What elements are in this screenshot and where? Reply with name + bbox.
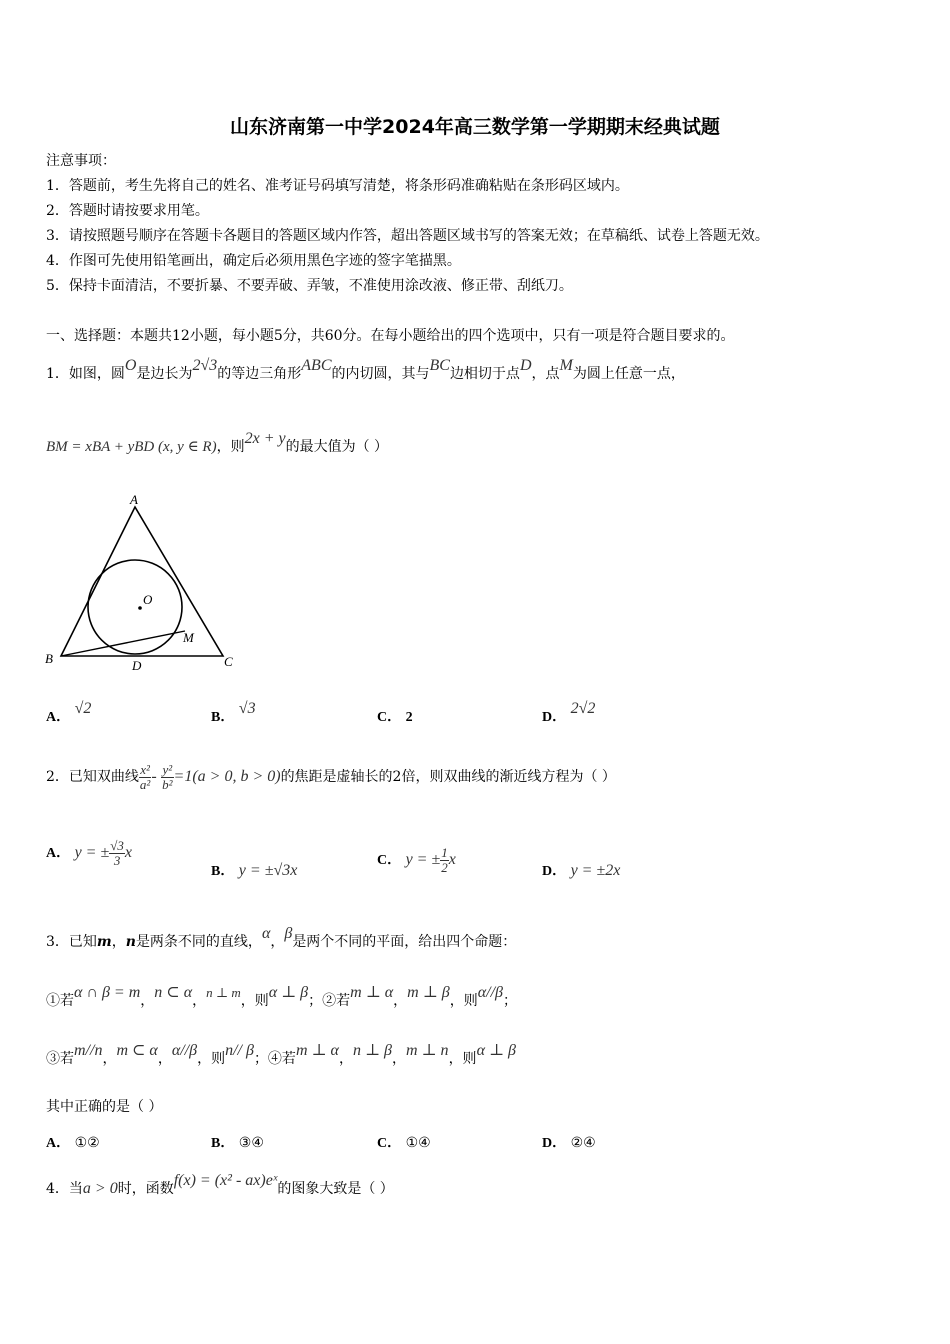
figure-label-c: C (224, 654, 233, 669)
q2-option-a[interactable]: A． y = ± $\frac{√3}{3}$ x (46, 837, 133, 868)
q3-option-d[interactable]: D． ②④ (542, 1135, 596, 1151)
notice-heading: 注意事项： (46, 153, 116, 169)
notice-item: 1．答题前，考生先将自己的姓名、准考证号码填写清楚，将条形码准确粘贴在条形码区域内。 (46, 178, 629, 194)
question-3-propositions-3-4: ③若m//n，m ⊂ α，α//β，则n// β；④若m ⊥ α，n ⊥ β，m ⊥ n，则α ⊥ β (46, 1042, 516, 1067)
notice-item: 3．请按照题号顺序在答题卡各题目的答题区域内作答，超出答题区域书写的答案无效；在草稿纸、试卷上答题无效。 (46, 228, 769, 244)
page-title: 山东济南第一中学2024年高三数学第一学期期末经典试题 (230, 116, 720, 138)
question-1-stem: 1．如图，圆O是边长为2√3的等边三角形ABC的内切圆，其与BC边相切于点D，点M为圆上任意一点， (46, 357, 685, 382)
q1-option-a[interactable]: A． √2 (46, 700, 92, 725)
q2-option-c[interactable]: C． y = ± $\frac{1}{2}$ x (377, 844, 456, 875)
q3-option-a[interactable]: A． ①② (46, 1135, 100, 1151)
question-3-stem: 3．已知m，n是两条不同的直线，α，β是两个不同的平面，给出四个命题： (46, 925, 517, 950)
question-3-ask: 其中正确的是（ ） (46, 1099, 163, 1115)
notice-item: 2．答题时请按要求用笔。 (46, 203, 209, 219)
question-3-propositions-1-2: ①若α ∩ β = m，n ⊂ α，n ⊥ m，则α ⊥ β；②若m ⊥ α，m ⊥ β，则α//β； (46, 984, 517, 1009)
fraction-x2-a2: $\frac{\text{x²}}{\text{a²}}$ (139, 761, 151, 792)
triangle-incircle-figure (40, 490, 240, 675)
question-2-stem: 2．已知双曲线 $\frac{\text{x²}}{\text{a²}}$ - $\frac{\text{y²}}{\text{b²}}$ =1(a > 0, b > 0)的焦距是虚轴长的2倍，则双曲线的渐近线方程为（ ） (46, 761, 616, 792)
section-heading: 一、选择题：本题共12小题，每小题5分，共60分。在每小题给出的四个选项中，只有一项是符合题目要求的。 (46, 328, 735, 344)
figure-label-b: B (45, 651, 53, 666)
fraction-y2-b2: $\frac{\text{y²}}{\text{b²}}$ (162, 761, 173, 792)
figure-label-d: D (132, 658, 142, 673)
q2-option-b[interactable]: B． y = ±√3x (211, 862, 298, 879)
figure-label-m: M (183, 630, 194, 645)
q2-option-d[interactable]: D． y = ±2x (542, 862, 621, 879)
q1-option-b[interactable]: B． √3 (211, 700, 256, 725)
figure-label-o: O (143, 592, 153, 607)
question-1-condition: BM = xBA + yBD (x, y ∈ R)，则2x + y的最大值为（ ） (46, 430, 389, 455)
figure-label-a: A (130, 492, 138, 507)
q3-option-b[interactable]: B． ③④ (211, 1135, 264, 1151)
question-4-stem: 4．当a > 0时，函数f(x) = (x² - ax)eˣ的图象大致是（ ） (46, 1172, 394, 1197)
notice-item: 4．作图可先使用铅笔画出，确定后必须用黑色字迹的签字笔描黑。 (46, 253, 461, 269)
notice-item: 5．保持卡面清洁，不要折暴、不要弄破、弄皱，不准使用涂改液、修正带、刮纸刀。 (46, 278, 573, 294)
q3-option-c[interactable]: C． ①④ (377, 1135, 431, 1151)
q1-option-d[interactable]: D． 2√2 (542, 700, 596, 725)
q1-option-c[interactable]: C． 2 (377, 710, 413, 725)
